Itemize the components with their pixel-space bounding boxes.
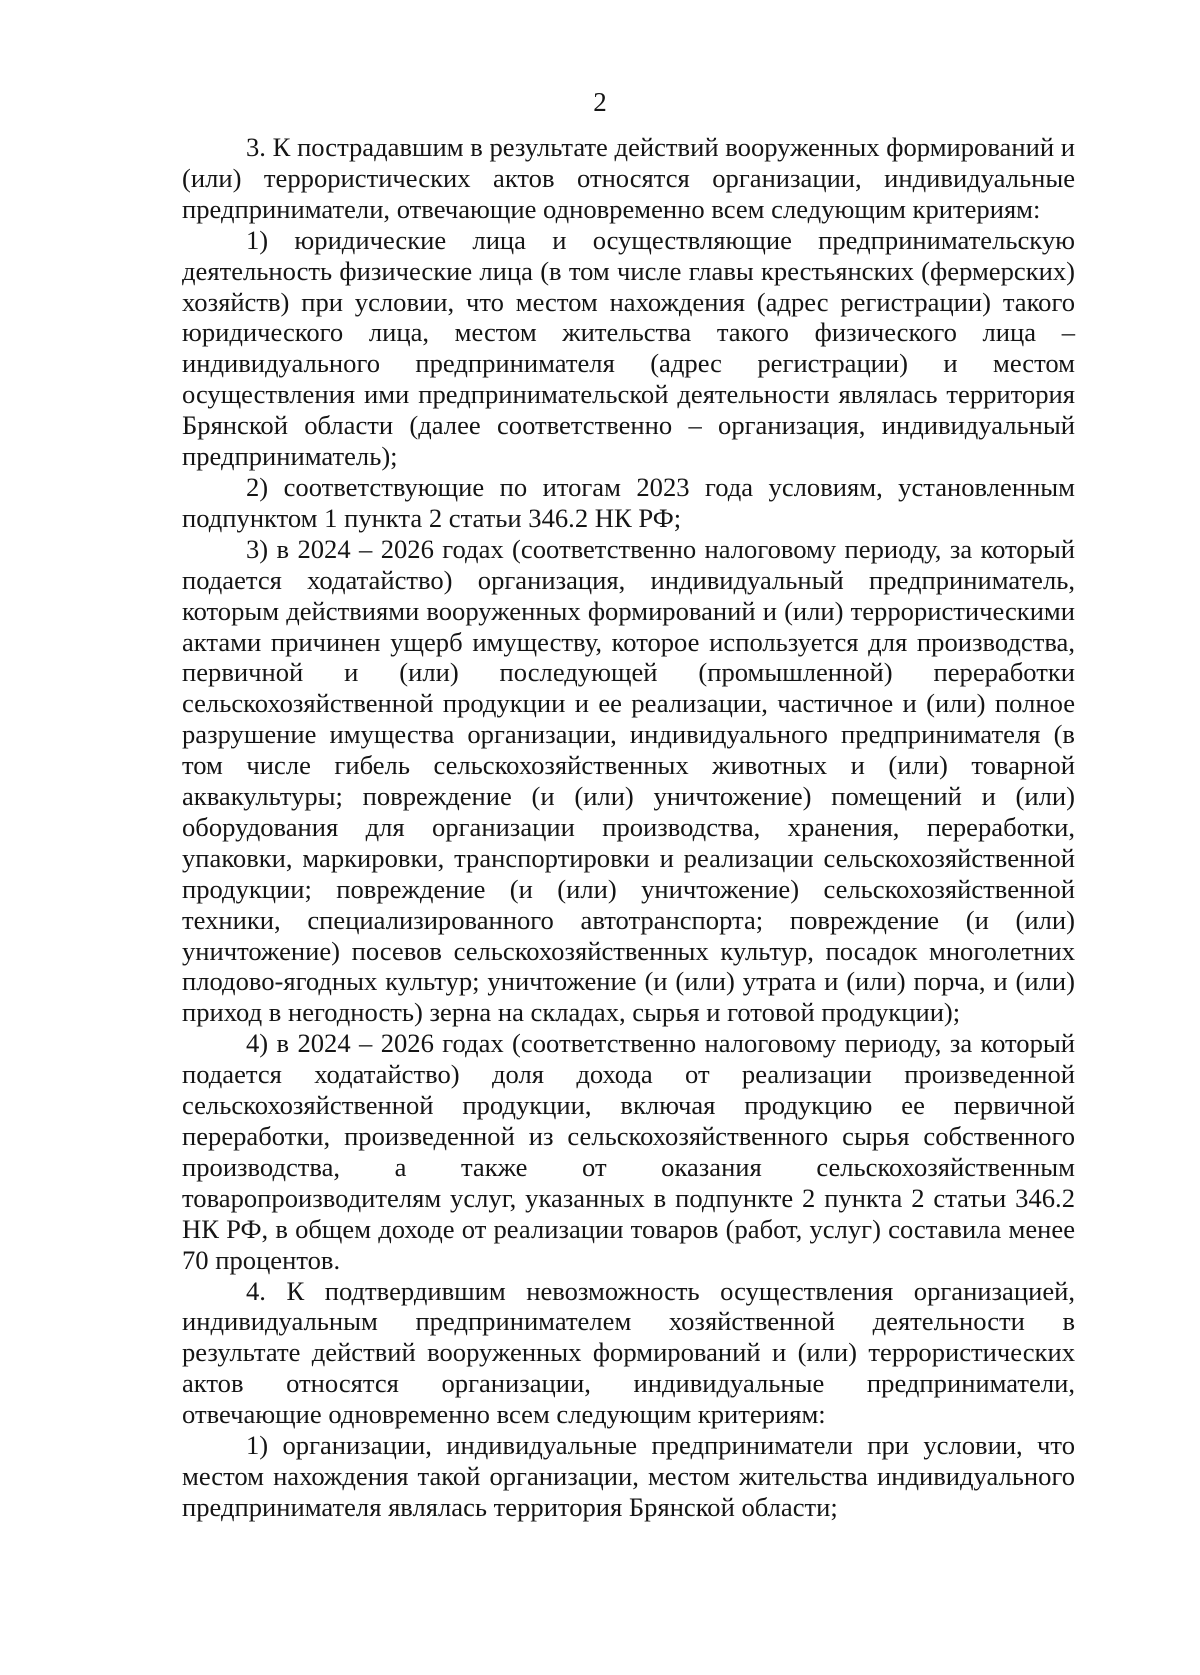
paragraph-section-4-item-1: 1) организации, индивидуальные предприниматели при условии, что местом нахождения такой организации, местом жительства индивидуального предпринимателя являлась территория Брянской области;	[182, 1430, 1075, 1522]
page-number: 2	[593, 87, 607, 117]
paragraph-section-3-item-1: 1) юридические лица и осуществляющие предпринимательскую деятельность физические лица (в том числе главы крестьянских (фермерских) хозяйств) при условии, что местом нахождения (адрес регистрации) такого юридического лица, местом жительства такого физического лица – индивидуального предпринимателя (адрес регистрации) и местом осуществления ими предпринимательской деятельности являлась территория Брянской области (далее соответственно – организация, индивидуальный предприниматель);	[182, 224, 1075, 472]
paragraph-section-4: 4. К подтвердившим невозможность осуществления организацией, индивидуальным предпринимателем хозяйственной деятельности в результате действий вооруженных формирований и (или) террористических актов относятся организации, индивидуальные предприниматели, отвечающие одновременно всем следующим критериям:	[182, 1275, 1075, 1430]
document-body	[182, 132, 1075, 1523]
paragraph-section-3-item-3: 3) в 2024 – 2026 годах (соответственно налоговому периоду, за который подается ходатайство) организация, индивидуальный предприниматель, которым действиями вооруженных формирований и (или) террористическими актами причинен ущерб имуществу, которое используется для производства, первичной и (или) последующей (промышленной) переработки сельскохозяйственной продукции и ее реализации, частичное и (или) полное разрушение имущества организации, индивидуального предпринимателя (в том числе гибель сельскохозяйственных животных и (или) товарной аквакультуры; повреждение (и (или) уничтожение) помещений и (или) оборудования для организации производства, хранения, переработки, упаковки, маркировки, транспортировки и реализации сельскохозяйственной продукции; повреждение (и (или) уничтожение) сельскохозяйственной техники, специализированного автотранспорта; повреждение (и (или) уничтожение) посевов сельскохозяйственных культур, посадок многолетних плодово-ягодных культур; уничтожение (и (или) утрата и (или) порча, и (или) приход в негодность) зерна на складах, сырья и готовой продукции);	[182, 533, 1075, 1028]
paragraph-section-3: 3. К пострадавшим в результате действий вооруженных формирований и (или) террористических актов относятся организации, индивидуальные предприниматели, отвечающие одновременно всем следующим критериям:	[182, 132, 1075, 224]
paragraph-section-3-item-2: 2) соответствующие по итогам 2023 года условиям, установленным подпунктом 1 пункта 2 статьи 346.2 НК РФ;	[182, 471, 1075, 533]
paragraph-section-3-item-4: 4) в 2024 – 2026 годах (соответственно налоговому периоду, за который подается ходатайство) доля дохода от реализации произведенной сельскохозяйственной продукции, включая продукцию ее первичной переработки, произведенной из сельскохозяйственного сырья собственного производства, а также от оказания сельскохозяйственным товаропроизводителям услуг, указанных в подпункте 2 пункта 2 статьи 346.2 НК РФ, в общем доходе от реализации товаров (работ, услуг) составила менее 70 процентов.	[182, 1028, 1075, 1275]
